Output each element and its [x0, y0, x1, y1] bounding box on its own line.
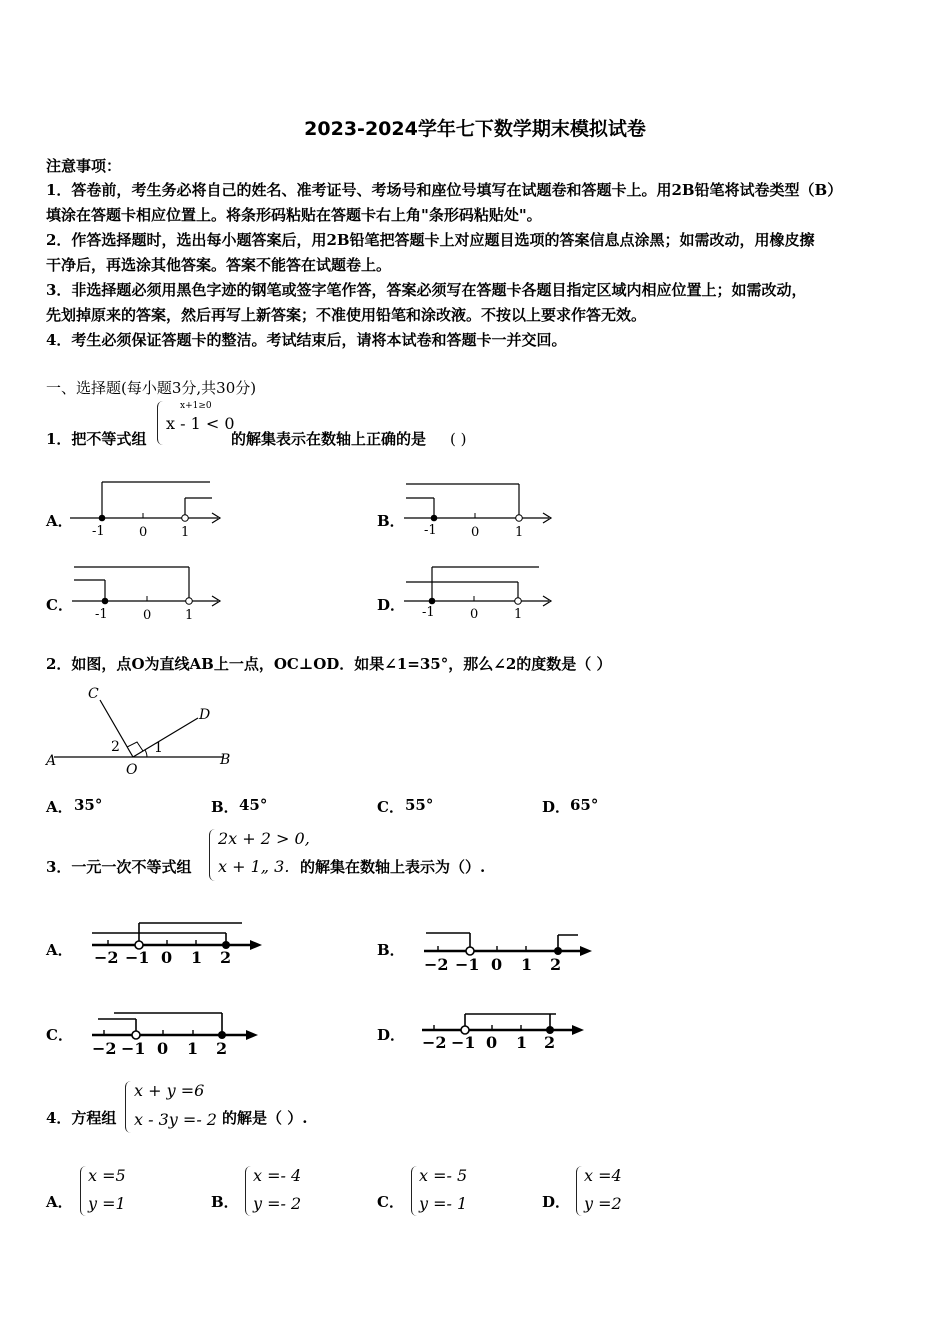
- q2-option-c-label: C．: [377, 798, 404, 816]
- tick-label: -1: [92, 524, 105, 539]
- tick-label: 0: [161, 948, 173, 967]
- tick-label: −2: [92, 1039, 117, 1058]
- tick-label: -1: [95, 607, 108, 622]
- tick-label: 2: [544, 1033, 556, 1052]
- tick-label: 1: [187, 1039, 199, 1058]
- notes-line: 1．答卷前，考生务必将自己的姓名、准考证号、考场号和座位号填写在试题卷和答题卡上。用2B铅笔将试卷类型（B）: [46, 181, 843, 199]
- tick-label: 0: [486, 1033, 498, 1052]
- q4-option-a-y: y =1: [88, 1194, 126, 1213]
- q2-option-d-value: 65°: [570, 796, 599, 814]
- q4-line2: x - 3y =- 2: [134, 1110, 217, 1129]
- q4-suffix: 的解是（ ）.: [222, 1109, 308, 1127]
- label-o: O: [126, 762, 138, 778]
- tick-label: 2: [220, 948, 232, 967]
- q1-option-d-label: D．: [377, 596, 406, 614]
- tick-label: 1: [521, 955, 533, 974]
- q2-text: 2．如图，点O为直线AB上一点，OC⊥OD．如果∠1=35°，那么∠2的度数是（ ）: [46, 655, 612, 673]
- tick-label: 0: [139, 525, 148, 540]
- notes-line: 2．作答选择题时，选出每小题答案后，用2B铅笔把答题卡上对应题目选项的答案信息点涂黑；如需改动，用橡皮擦: [46, 231, 815, 249]
- notes-line: 填涂在答题卡相应位置上。将条形码粘贴在答题卡右上角"条形码粘贴处"。: [46, 206, 542, 224]
- tick-label: 1: [514, 607, 523, 622]
- label-b: B: [220, 752, 231, 768]
- q4-option-a-label: A．: [46, 1193, 73, 1211]
- tick-label: −1: [455, 955, 480, 974]
- q1-brace: [157, 401, 164, 445]
- q1-option-b-numberline: [404, 478, 564, 540]
- tick-label: 0: [157, 1039, 169, 1058]
- tick-label: −2: [422, 1033, 447, 1052]
- tick-label: 1: [191, 948, 203, 967]
- q1-option-a-label: A．: [46, 512, 73, 530]
- q3-prefix: 3．一元一次不等式组: [46, 858, 192, 876]
- q4-prefix: 4．方程组: [46, 1109, 117, 1127]
- tick-label: −1: [121, 1039, 146, 1058]
- q3-line2: x + 1„ 3.: [218, 857, 290, 876]
- q4-option-d-x: x =4: [584, 1166, 622, 1185]
- q4-option-b-x: x =- 4: [253, 1166, 302, 1185]
- tick-label: −1: [451, 1033, 476, 1052]
- tick-label: 2: [216, 1039, 228, 1058]
- q3-option-a-label: A．: [46, 941, 73, 959]
- q4-option-a-brace: [80, 1166, 87, 1216]
- label-angle-2: 2: [111, 739, 120, 755]
- q3-option-c-numberline: [90, 1008, 270, 1058]
- tick-label: 1: [516, 1033, 528, 1052]
- tick-label: 1: [181, 525, 190, 540]
- q1-option-d-numberline: [404, 562, 564, 624]
- tick-label: 0: [471, 525, 480, 540]
- tick-label: -1: [422, 605, 435, 620]
- q4-option-c-y: y =- 1: [419, 1194, 468, 1213]
- q1-option-c-label: C．: [46, 596, 73, 614]
- tick-label: 1: [515, 525, 524, 540]
- q1-paren: ( ): [450, 430, 467, 448]
- q4-option-b-y: y =- 2: [253, 1194, 302, 1213]
- tick-label: -1: [424, 523, 437, 538]
- q4-option-a-x: x =5: [88, 1166, 126, 1185]
- q2-option-a-label: A．: [46, 798, 73, 816]
- q3-line1: 2x + 2 > 0,: [218, 829, 310, 848]
- q3-suffix: 的解集在数轴上表示为（）.: [300, 858, 486, 876]
- q3-option-a-numberline: [90, 918, 270, 968]
- q1-sys-bottom: x - 1 < 0: [166, 414, 235, 433]
- q4-option-b-brace: [245, 1166, 252, 1216]
- tick-label: 0: [470, 607, 479, 622]
- q1-option-b-label: B．: [377, 512, 405, 530]
- label-angle-1: 1: [154, 740, 163, 756]
- notes-line: 先划掉原来的答案，然后再写上新答案；不准使用铅笔和涂改液。不按以上要求作答无效。: [46, 306, 647, 324]
- tick-label: −1: [125, 948, 150, 967]
- tick-label: −2: [424, 955, 449, 974]
- q1-option-c-numberline: [72, 562, 232, 624]
- q3-option-d-numberline: [420, 1010, 600, 1054]
- label-d: D: [199, 707, 211, 723]
- q2-option-c-value: 55°: [405, 796, 434, 814]
- label-a: A: [46, 753, 57, 769]
- q3-option-b-label: B．: [377, 941, 405, 959]
- label-c: C: [88, 686, 99, 702]
- q2-option-a-value: 35°: [74, 796, 103, 814]
- q3-option-c-label: C．: [46, 1026, 73, 1044]
- q3-option-b-numberline: [422, 927, 602, 977]
- q4-option-d-brace: [576, 1166, 583, 1216]
- q1-option-a-numberline: [70, 478, 230, 540]
- q3-brace: [209, 829, 216, 881]
- q4-line1: x + y =6: [134, 1081, 205, 1100]
- q2-angle-diagram: [44, 684, 244, 779]
- q4-option-c-brace: [411, 1166, 418, 1216]
- notes-line: 4．考生必须保证答题卡的整洁。考试结束后，请将本试卷和答题卡一并交回。: [46, 331, 567, 349]
- q1-sys-top: x+1≥0: [180, 401, 212, 411]
- q2-option-d-label: D．: [542, 798, 571, 816]
- q4-brace: [125, 1081, 132, 1133]
- q1-prefix: 1．把不等式组: [46, 430, 147, 448]
- tick-label: 0: [143, 608, 152, 623]
- q4-option-d-label: D．: [542, 1193, 571, 1211]
- tick-label: 1: [185, 608, 194, 623]
- q4-option-c-x: x =- 5: [419, 1166, 468, 1185]
- section-heading: 一、选择题(每小题3分,共30分): [46, 379, 257, 397]
- notes-line: 3．非选择题必须用黑色字迹的钢笔或签字笔作答，答案必须写在答题卡各题目指定区域内相应位置上；如需改动，: [46, 281, 807, 299]
- q2-option-b-label: B．: [211, 798, 239, 816]
- tick-label: 2: [550, 955, 562, 974]
- page-title: 2023-2024学年七下数学期末模拟试卷: [304, 118, 646, 140]
- tick-label: −2: [94, 948, 119, 967]
- q2-option-b-value: 45°: [239, 796, 268, 814]
- q4-option-d-y: y =2: [584, 1194, 622, 1213]
- notes-heading: 注意事项：: [46, 157, 122, 175]
- tick-label: 0: [491, 955, 503, 974]
- q4-option-b-label: B．: [211, 1193, 239, 1211]
- q1-suffix: 的解集表示在数轴上正确的是: [231, 430, 427, 448]
- q3-option-d-label: D．: [377, 1026, 406, 1044]
- q4-option-c-label: C．: [377, 1193, 404, 1211]
- notes-line: 干净后，再选涂其他答案。答案不能答在试题卷上。: [46, 256, 392, 274]
